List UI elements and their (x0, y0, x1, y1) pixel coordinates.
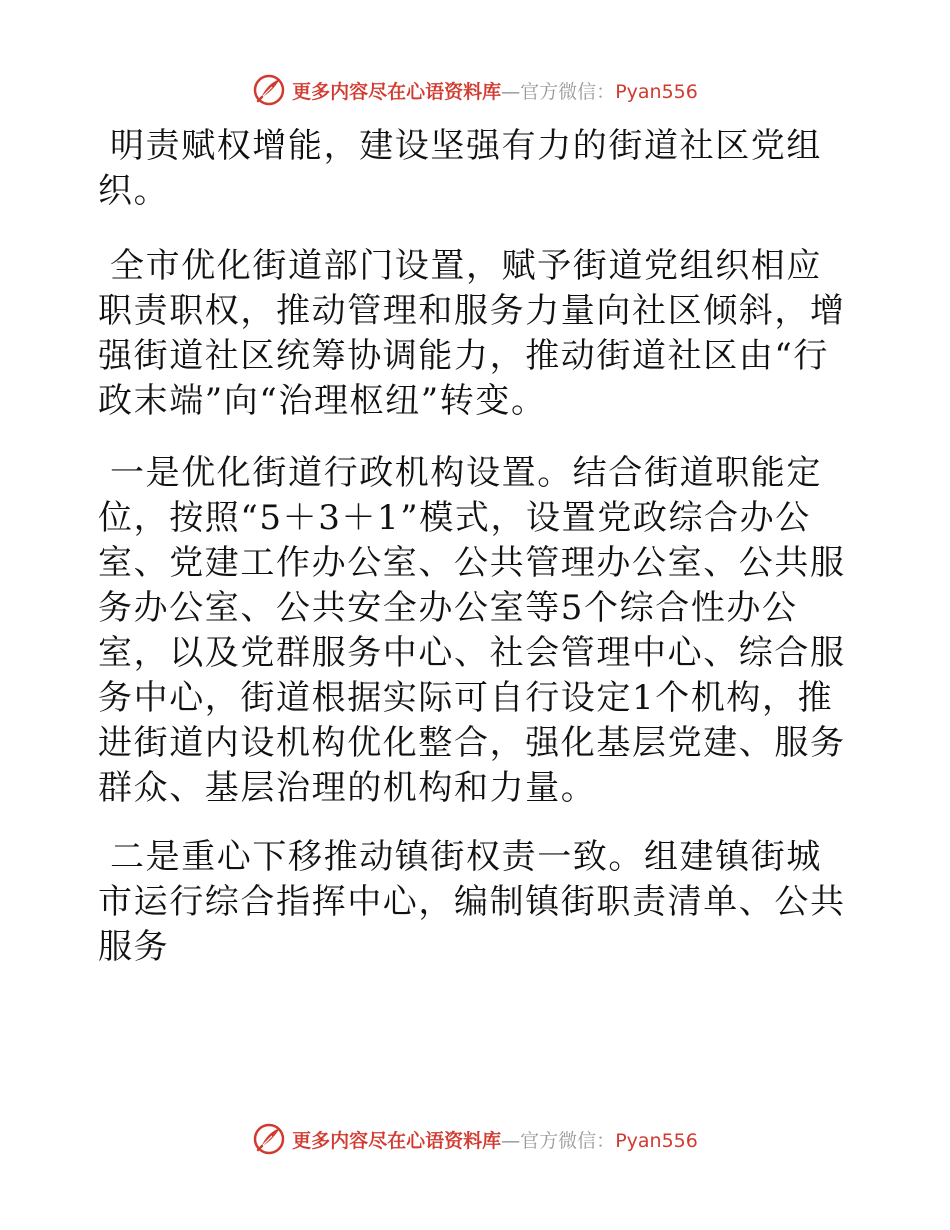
feather-quill-icon (252, 1122, 286, 1156)
watermark-separator: — (501, 1129, 521, 1152)
watermark-footer (0, 1119, 950, 1159)
watermark-header (0, 70, 950, 110)
feather-quill-icon (252, 73, 286, 107)
paragraph-3: 一是优化街道行政机构设置。结合街道职能定位，按照“5＋3＋1”模式，设置党政综合办公室、党建工作办公室、公共管理办公室、公共服务办公室、公共安全办公室等5个综合性办公室，以及党群服务中心、社会管理中心、综合服务中心，街道根据实际可自行设定1个机构，推进街道内设机构优化整合，强化基层党建、服务群众、基层治理的机构和力量。 (98, 453, 846, 808)
paragraph-1: 明责赋权增能，建设坚强有力的街道社区党组织。 (98, 126, 822, 211)
watermark-text (292, 77, 698, 104)
watermark-brand: 更多内容尽在心语资料库 (292, 1129, 502, 1152)
watermark-wechat-id: Pyan556 (615, 1129, 698, 1152)
watermark-official-label: 官方微信： (520, 1129, 616, 1152)
paragraph-2: 全市优化街道部门设置，赋予街道党组织相应职责职权，推动管理和服务力量向社区倾斜，增强街道社区统筹协调能力，推动街道社区由“行政末端”向“治理枢纽”转变。 (98, 246, 846, 421)
watermark-separator: — (501, 80, 521, 103)
watermark-brand: 更多内容尽在心语资料库 (292, 80, 502, 103)
watermark-wechat-id: Pyan556 (615, 80, 698, 103)
paragraph-4: 二是重心下移推动镇街权责一致。组建镇街城市运行综合指挥中心，编制镇街职责清单、公共服务 (98, 837, 846, 967)
watermark-text (292, 1126, 698, 1153)
document-body (98, 124, 850, 970)
watermark-official-label: 官方微信： (520, 80, 616, 103)
